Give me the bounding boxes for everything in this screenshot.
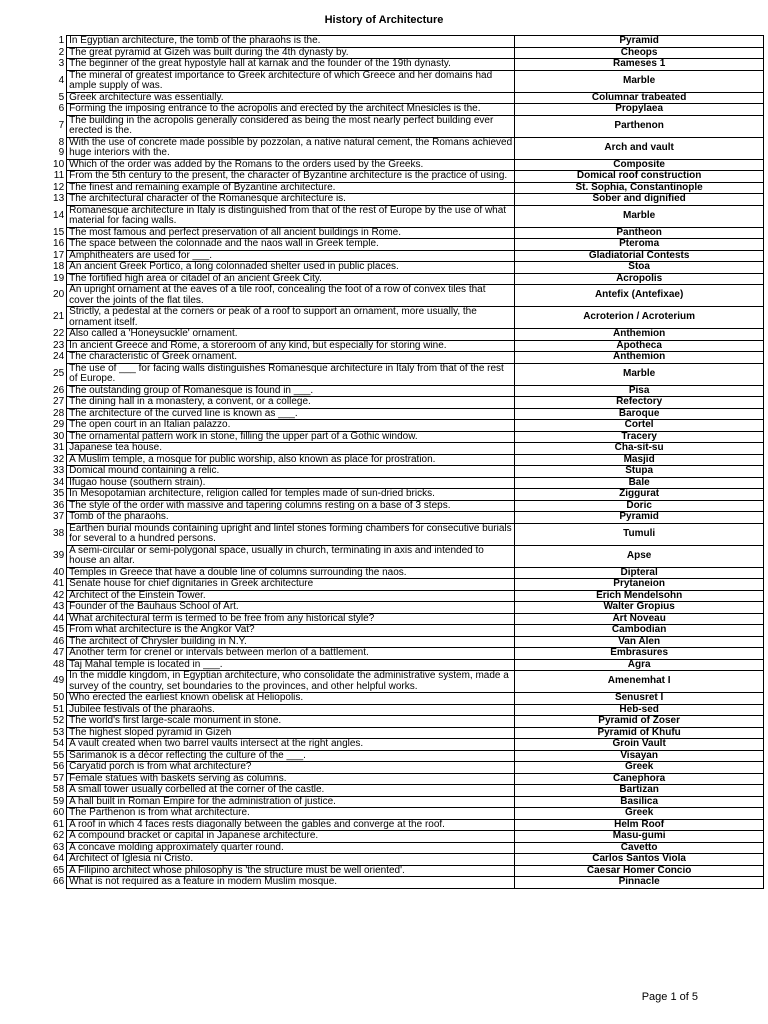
answer-cell: Cambodian <box>515 625 764 637</box>
question-cell: A semi-circular or semi-polygonal space, usually in church, terminating in axis and intended to house an altar. <box>67 545 515 567</box>
answer-cell: Marble <box>515 363 764 385</box>
answer-cell: Rameses 1 <box>515 59 764 71</box>
table-row <box>44 648 764 660</box>
question-cell: The use of ___ for facing walls distinguishes Romanesque architecture in Italy from that of the rest of Europe. <box>67 363 515 385</box>
answer-cell: Heb-sed <box>515 704 764 716</box>
row-number: 32 <box>53 453 65 465</box>
question-cell: A concave molding approximately quarter round. <box>67 842 515 854</box>
table-row <box>44 137 764 159</box>
question-cell: Architect of the Einstein Tower. <box>67 590 515 602</box>
question-cell: Taj Mahal temple is located in ___. <box>67 659 515 671</box>
table-row <box>44 431 764 443</box>
question-cell: Another term for crenel or intervals between merlon of a battlement. <box>67 648 515 660</box>
table-row <box>44 865 764 877</box>
table-row <box>44 523 764 545</box>
question-cell: The open court in an Italian palazzo. <box>67 420 515 432</box>
table-row <box>44 739 764 751</box>
answer-cell: Marble <box>515 70 764 92</box>
answer-cell: Caesar Homer Concio <box>515 865 764 877</box>
answer-cell: Arch and vault <box>515 137 764 159</box>
answer-cell: Pyramid <box>515 512 764 524</box>
question-cell: A Muslim temple, a mosque for public worship, also known as place for prostration. <box>67 454 515 466</box>
answer-cell: Propylaea <box>515 104 764 116</box>
table-row <box>44 420 764 432</box>
table-row <box>44 842 764 854</box>
row-number: 11 <box>53 170 65 181</box>
answer-cell: Basilica <box>515 796 764 808</box>
question-cell: Romanesque architecture in Italy is distinguished from that of the rest of Europe by the use of what material for facing walls. <box>67 205 515 227</box>
answer-cell: Canephora <box>515 773 764 785</box>
row-number: 6 <box>58 103 65 114</box>
row-number: 55 <box>53 749 65 761</box>
question-cell: A Filipino architect whose philosophy is 'the structure must be well oriented'. <box>67 865 515 877</box>
question-cell: The great pyramid at Gizeh was built during the 4th dynasty by. <box>67 47 515 59</box>
table-row <box>44 785 764 797</box>
question-cell: In ancient Greece and Rome, a storeroom of any kind, but especially for storing wine. <box>67 340 515 352</box>
question-cell: What is not required as a feature in modern Muslim mosque. <box>67 877 515 889</box>
table-row <box>44 877 764 889</box>
table-row <box>44 613 764 625</box>
answer-cell: Carlos Santos Viola <box>515 854 764 866</box>
row-number: 7 <box>58 119 65 131</box>
row-number: 31 <box>53 442 65 453</box>
table-row <box>44 796 764 808</box>
table-row <box>44 408 764 420</box>
row-number: 36 <box>53 499 65 511</box>
answer-cell: Doric <box>515 500 764 512</box>
question-cell: The finest and remaining example of Byzantine architecture. <box>67 182 515 194</box>
table-row <box>44 115 764 137</box>
table-row <box>44 659 764 671</box>
table-row <box>44 477 764 489</box>
question-cell: Japanese tea house. <box>67 443 515 455</box>
question-cell: A compound bracket or capital in Japanese architecture. <box>67 831 515 843</box>
question-cell: Caryatid porch is from what architecture? <box>67 762 515 774</box>
row-number: 17 <box>53 249 65 261</box>
table-row <box>44 194 764 206</box>
row-number: 58 <box>53 784 65 795</box>
answer-cell: Cavetto <box>515 842 764 854</box>
row-number: 40 <box>53 566 65 578</box>
question-cell: A hall built in Roman Empire for the administration of justice. <box>67 796 515 808</box>
table-row <box>44 159 764 171</box>
table-row <box>44 716 764 728</box>
row-number: 12 <box>53 181 65 193</box>
table-row <box>44 59 764 71</box>
answer-cell: Stoa <box>515 262 764 274</box>
row-number: 63 <box>53 841 65 853</box>
question-cell: Founder of the Bauhaus School of Art. <box>67 602 515 614</box>
answer-cell: Columnar trabeated <box>515 92 764 104</box>
row-number: 50 <box>53 692 65 703</box>
question-cell: The ornamental pattern work in stone, filling the upper part of a Gothic window. <box>67 431 515 443</box>
row-number: 34 <box>53 476 65 488</box>
row-number: 61 <box>53 818 65 830</box>
row-number: 33 <box>53 465 65 476</box>
answer-cell: Cheops <box>515 47 764 59</box>
row-number: 25 <box>53 367 65 379</box>
answer-cell: Embrasures <box>515 648 764 660</box>
row-number: 66 <box>53 876 65 887</box>
row-number: 57 <box>53 772 65 784</box>
question-table-body <box>44 36 764 889</box>
question-cell: The mineral of greatest importance to Greek architecture of which Greece and her domains had ample supply of was. <box>67 70 515 92</box>
answer-cell: Pyramid <box>515 36 764 48</box>
page-number: Page 1 of 5 <box>641 991 698 1003</box>
table-row <box>44 636 764 648</box>
answer-cell: Art Noveau <box>515 613 764 625</box>
answer-cell: Bale <box>515 477 764 489</box>
question-cell: Architect of Iglesia ni Cristo. <box>67 854 515 866</box>
question-cell: An upright ornament at the eaves of a tile roof, concealing the foot of a row of convex tiles that cover the joints of the flat tiles. <box>67 285 515 307</box>
table-row <box>44 512 764 524</box>
answer-cell: Pinnacle <box>515 877 764 889</box>
row-number: 41 <box>53 578 65 589</box>
table-row <box>44 340 764 352</box>
table-row <box>44 47 764 59</box>
answer-cell: Amenemhat I <box>515 671 764 693</box>
row-number: 65 <box>53 864 65 876</box>
answer-cell: Refectory <box>515 397 764 409</box>
question-cell: Ifugao house (southern strain). <box>67 477 515 489</box>
row-number: 46 <box>53 635 65 647</box>
question-cell: Greek architecture was essentially. <box>67 92 515 104</box>
row-number: 18 <box>53 261 65 272</box>
table-row <box>44 443 764 455</box>
answer-cell: Anthemion <box>515 352 764 364</box>
table-row <box>44 819 764 831</box>
answer-cell: St. Sophia, Constantinople <box>515 182 764 194</box>
answer-cell: Acropolis <box>515 273 764 285</box>
table-row <box>44 579 764 591</box>
row-number: 15 <box>53 226 65 238</box>
table-row <box>44 693 764 705</box>
question-cell: Amphitheaters are used for ___. <box>67 250 515 262</box>
table-row <box>44 182 764 194</box>
question-cell: Forming the imposing entrance to the acropolis and erected by the architect Mnesicles is the. <box>67 104 515 116</box>
row-number: 56 <box>53 761 65 772</box>
table-row <box>44 773 764 785</box>
question-cell: Which of the order was added by the Romans to the orders used by the Greeks. <box>67 159 515 171</box>
table-row <box>44 545 764 567</box>
table-row <box>44 602 764 614</box>
table-row <box>44 466 764 478</box>
table-row <box>44 171 764 183</box>
question-cell: A roof in which 4 faces rests diagonally between the gables and converge at the roof. <box>67 819 515 831</box>
answer-cell: Senusret I <box>515 693 764 705</box>
question-cell: The architect of Chrysler building in N.Y. <box>67 636 515 648</box>
table-row <box>44 227 764 239</box>
row-number: 19 <box>53 272 65 284</box>
row-number: 60 <box>53 807 65 818</box>
question-cell: Jubilee festivals of the pharaohs. <box>67 704 515 716</box>
answer-cell: Domical roof construction <box>515 171 764 183</box>
row-number: 45 <box>53 624 65 635</box>
table-row <box>44 262 764 274</box>
question-cell: Who erected the earliest known obelisk at Heliopolis. <box>67 693 515 705</box>
answer-cell: Masu-gumi <box>515 831 764 843</box>
answer-cell: Baroque <box>515 408 764 420</box>
row-number: 42 <box>53 589 65 601</box>
table-row <box>44 307 764 329</box>
answer-cell: Bartizan <box>515 785 764 797</box>
question-cell: What architectural term is termed to be free from any historical style? <box>67 613 515 625</box>
question-cell: With the use of concrete made possible by pozzolan, a native natural cement, the Romans achieved huge interiors with the. <box>67 137 515 159</box>
table-row <box>44 104 764 116</box>
table-row <box>44 590 764 602</box>
answer-cell: Anthemion <box>515 329 764 341</box>
row-number: 62 <box>53 830 65 841</box>
table-row <box>44 750 764 762</box>
question-cell: The architecture of the curved line is known as ___. <box>67 408 515 420</box>
answer-cell: Agra <box>515 659 764 671</box>
question-cell: From the 5th century to the present, the character of Byzantine architecture is the practice of using. <box>67 171 515 183</box>
question-cell: The style of the order with massive and tapering columns resting on a base of 3 steps. <box>67 500 515 512</box>
table-row <box>44 625 764 637</box>
table-row <box>44 70 764 92</box>
answer-cell: Ziggurat <box>515 489 764 501</box>
table-row <box>44 762 764 774</box>
question-cell: The highest sloped pyramid in Gizeh <box>67 727 515 739</box>
answer-cell: Acroterion / Acroterium <box>515 307 764 329</box>
answer-cell: Apse <box>515 545 764 567</box>
row-number: 35 <box>53 488 65 499</box>
row-number: 24 <box>53 351 65 362</box>
row-number: 13 <box>53 193 65 204</box>
table-row <box>44 239 764 251</box>
question-table <box>44 35 764 889</box>
question-cell: Sarimanok is a décor reflecting the culture of the ___. <box>67 750 515 762</box>
table-row <box>44 567 764 579</box>
row-number: 48 <box>53 658 65 670</box>
row-number: 14 <box>53 209 65 221</box>
table-row <box>44 385 764 397</box>
question-cell: Female statues with baskets serving as columns. <box>67 773 515 785</box>
question-cell: The most famous and perfect preservation of all ancient buildings in Rome. <box>67 227 515 239</box>
table-row <box>44 285 764 307</box>
answer-cell: Dipteral <box>515 567 764 579</box>
table-row <box>44 273 764 285</box>
question-cell: Senate house for chief dignitaries in Greek architecture <box>67 579 515 591</box>
table-row <box>44 831 764 843</box>
row-number: 26 <box>53 384 65 396</box>
table-row <box>44 329 764 341</box>
row-number: 23 <box>53 339 65 351</box>
table-row <box>44 454 764 466</box>
question-cell: The building in the acropolis generally considered as being the most nearly perfect building ever erected is the. <box>67 115 515 137</box>
table-row <box>44 704 764 716</box>
answer-cell: Pyramid of Zoser <box>515 716 764 728</box>
answer-cell: Visayan <box>515 750 764 762</box>
answer-cell: Tracery <box>515 431 764 443</box>
row-number: 52 <box>53 715 65 726</box>
answer-cell: Pyramid of Khufu <box>515 727 764 739</box>
answer-cell: Sober and dignified <box>515 194 764 206</box>
row-number: 22 <box>53 328 65 339</box>
answer-cell: Van Alen <box>515 636 764 648</box>
row-number: 30 <box>53 430 65 442</box>
answer-cell: Parthenon <box>515 115 764 137</box>
answer-cell: Walter Gropius <box>515 602 764 614</box>
row-number: 49 <box>53 675 65 687</box>
row-number: 1 <box>58 35 65 46</box>
row-number: 39 <box>53 549 65 561</box>
table-row <box>44 854 764 866</box>
row-number: 27 <box>53 396 65 407</box>
row-number: 5 <box>58 91 65 103</box>
answer-cell: Apotheca <box>515 340 764 352</box>
row-number: 47 <box>53 647 65 658</box>
row-number: 20 <box>53 289 65 301</box>
question-cell: The architectural character of the Romanesque architecture is. <box>67 194 515 206</box>
question-cell: In the middle kingdom, in Egyptian architecture, who consolidate the administrative system, made a survey of the country, set boundaries to the provinces, and other helpful works. <box>67 671 515 693</box>
question-cell: A vault created when two barrel vaults intersect at the right angles. <box>67 739 515 751</box>
row-number: 38 <box>53 527 65 539</box>
answer-cell: Masjid <box>515 454 764 466</box>
answer-cell: Stupa <box>515 466 764 478</box>
row-number: 64 <box>53 853 65 864</box>
table-row <box>44 489 764 501</box>
answer-cell: Pteroma <box>515 239 764 251</box>
answer-cell: Greek <box>515 762 764 774</box>
answer-cell: Helm Roof <box>515 819 764 831</box>
question-cell: Domical mound containing a relic. <box>67 466 515 478</box>
answer-cell: Groin Vault <box>515 739 764 751</box>
question-cell: The outstanding group of Romanesque is found in ___. <box>67 385 515 397</box>
page-title: History of Architecture <box>324 14 444 26</box>
question-cell: In Mesopotamian architecture, religion called for temples made of sun-dried bricks. <box>67 489 515 501</box>
question-cell: Earthen burial mounds containing upright and lintel stones forming chambers for consecutive burials for several to a hundred persons. <box>67 523 515 545</box>
table-row <box>44 250 764 262</box>
question-cell: The dining hall in a monastery, a convent, or a college. <box>67 397 515 409</box>
row-number: 16 <box>53 238 65 249</box>
row-number: 43 <box>53 601 65 612</box>
row-number: 28 <box>53 407 65 419</box>
question-cell: Also called a 'Honeysuckle' ornament. <box>67 329 515 341</box>
question-cell: The Parthenon is from what architecture. <box>67 808 515 820</box>
row-number: 3 <box>58 58 65 69</box>
row-number: 51 <box>53 703 65 715</box>
row-number: 59 <box>53 795 65 807</box>
answer-cell: Antefix (Antefixae) <box>515 285 764 307</box>
question-cell: An ancient Greek Portico, a long colonnaded shelter used in public places. <box>67 262 515 274</box>
answer-cell: Erich Mendelsohn <box>515 590 764 602</box>
row-number: 4 <box>58 74 65 86</box>
answer-cell: Gladiatorial Contests <box>515 250 764 262</box>
question-cell: The world's first large-scale monument in stone. <box>67 716 515 728</box>
question-cell: The fortified high area or citadel of an ancient Greek City. <box>67 273 515 285</box>
row-number: 2 <box>58 46 65 58</box>
question-cell: Temples in Greece that have a double line of columns surrounding the naos. <box>67 567 515 579</box>
table-row <box>44 671 764 693</box>
table-row <box>44 36 764 48</box>
row-number: 8 9 <box>58 136 65 158</box>
answer-cell: Cortel <box>515 420 764 432</box>
answer-cell: Composite <box>515 159 764 171</box>
question-cell: A small tower usually corbelled at the corner of the castle. <box>67 785 515 797</box>
question-cell: The beginner of the great hypostyle hall at karnak and the founder of the 19th dynasty. <box>67 59 515 71</box>
table-row <box>44 363 764 385</box>
row-number: 21 <box>53 311 65 323</box>
question-cell: Strictly, a pedestal at the corners or peak of a roof to support an ornament, more usually, the ornament itself. <box>67 307 515 329</box>
row-number: 54 <box>53 738 65 749</box>
row-number: 53 <box>53 726 65 738</box>
answer-cell: Tumuli <box>515 523 764 545</box>
row-number: 29 <box>53 419 65 430</box>
answer-cell: Pisa <box>515 385 764 397</box>
table-row <box>44 352 764 364</box>
question-cell: In Egyptian architecture, the tomb of the pharaohs is the. <box>67 36 515 48</box>
table-row <box>44 397 764 409</box>
table-row <box>44 727 764 739</box>
row-number: 44 <box>53 612 65 624</box>
table-row <box>44 92 764 104</box>
row-number: 37 <box>53 511 65 522</box>
table-row <box>44 500 764 512</box>
question-cell: The space between the colonnade and the naos wall in Greek temple. <box>67 239 515 251</box>
answer-cell: Greek <box>515 808 764 820</box>
answer-cell: Pantheon <box>515 227 764 239</box>
table-row <box>44 808 764 820</box>
answer-cell: Marble <box>515 205 764 227</box>
row-number: 10 <box>53 158 65 170</box>
question-cell: Tomb of the pharaohs. <box>67 512 515 524</box>
question-cell: From what architecture is the Angkor Vat? <box>67 625 515 637</box>
answer-cell: Cha-sit-su <box>515 443 764 455</box>
table-row <box>44 205 764 227</box>
question-cell: The characteristic of Greek ornament. <box>67 352 515 364</box>
answer-cell: Prytaneion <box>515 579 764 591</box>
